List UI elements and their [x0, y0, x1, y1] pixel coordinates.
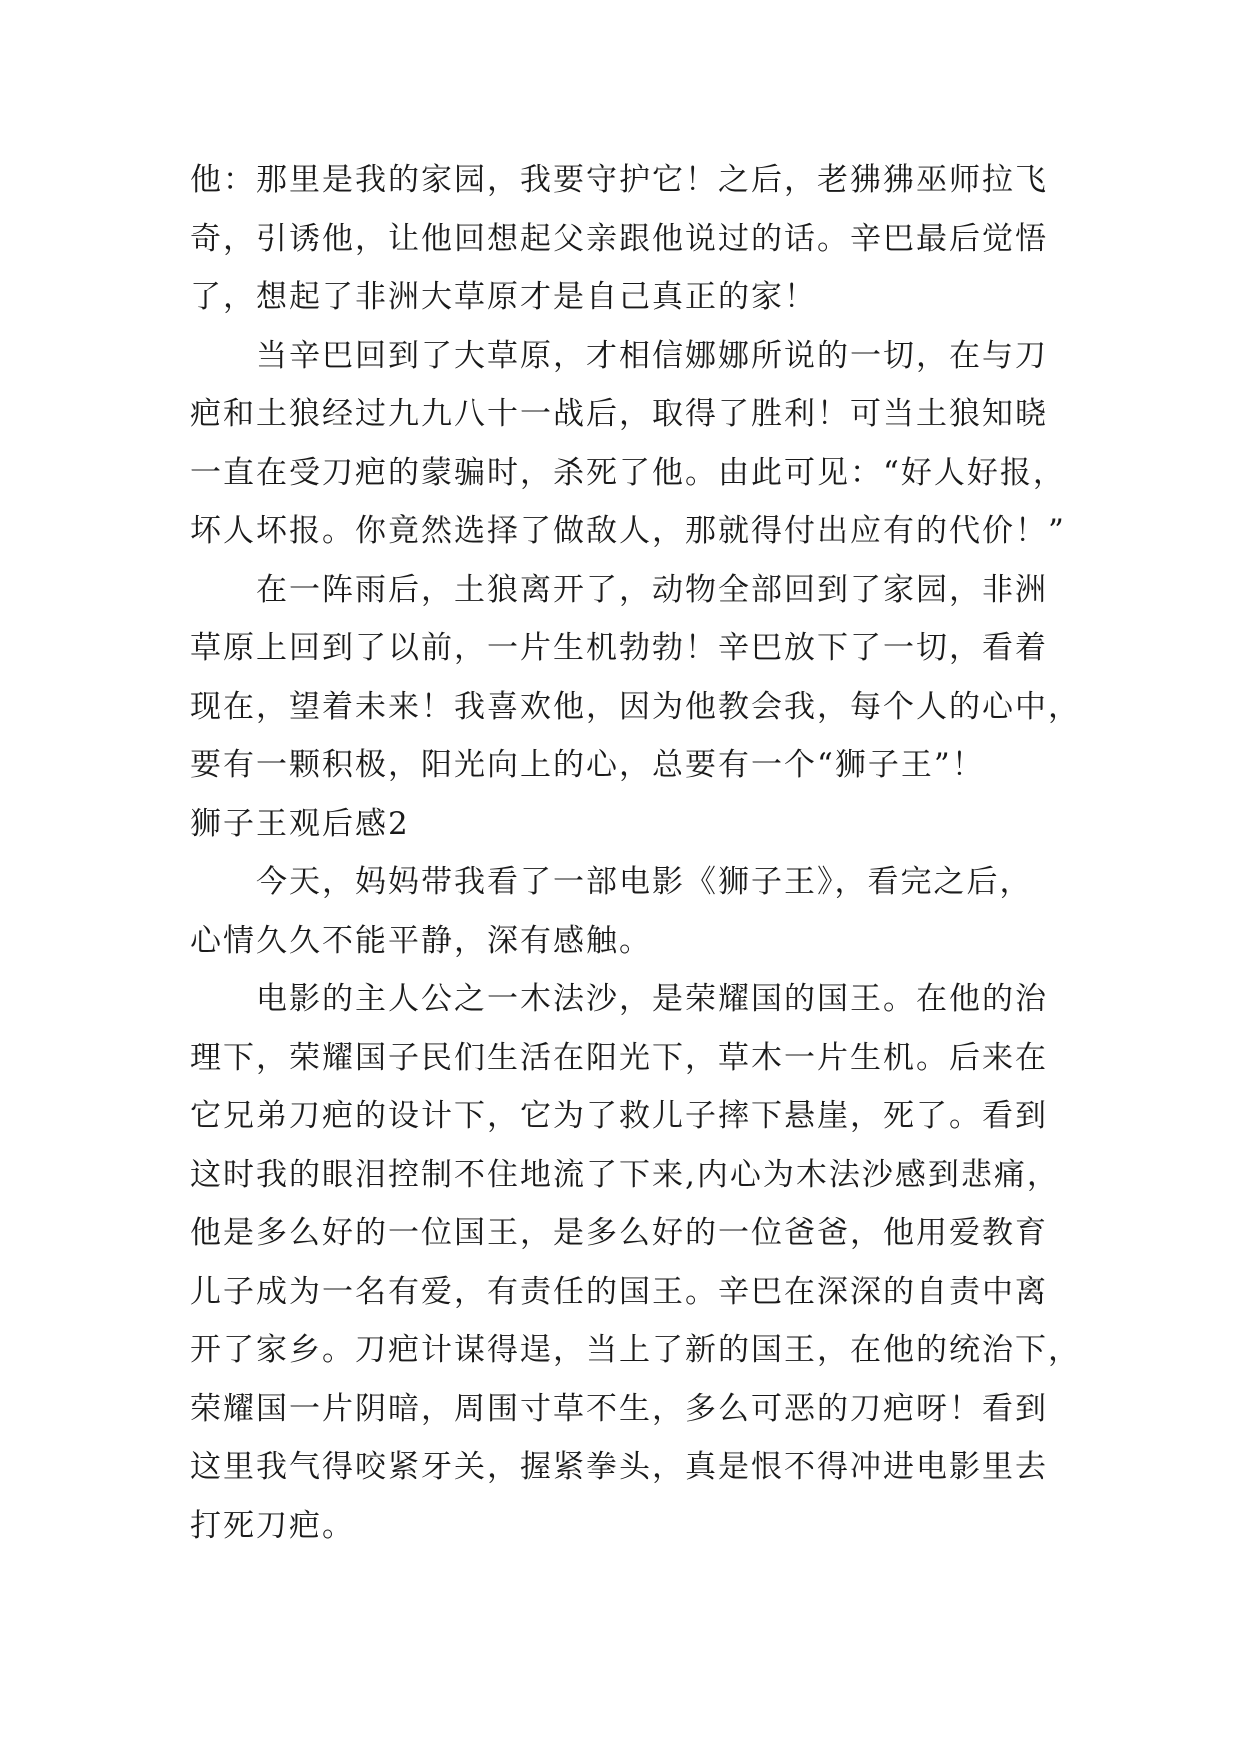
paragraph-line: 疤和土狼经过九九八十一战后，取得了胜利！可当土狼知晓 [190, 396, 1048, 433]
paragraph-line: 他是多么好的一位国王，是多么好的一位爸爸，他用爱教育 [190, 1215, 1048, 1252]
paragraph-line: 了，想起了非洲大草原才是自己真正的家！ [190, 279, 817, 316]
paragraph-line: 坏人坏报。你竟然选择了做敌人，那就得付出应有的代价！” [190, 513, 1066, 550]
paragraph-line: 心情久久不能平静，深有感触。 [190, 922, 652, 959]
paragraph-line: 荣耀国一片阴暗，周围寸草不生，多么可恶的刀疤呀！看到 [190, 1390, 1048, 1427]
section-title: 狮子王观后感2 [190, 805, 410, 842]
paragraph-line: 这时我的眼泪控制不住地流了下来,内心为木法沙感到悲痛， [190, 1156, 1060, 1193]
paragraph-line: 他：那里是我的家园，我要守护它！之后，老狒狒巫师拉飞 [190, 162, 1048, 198]
paragraph-line: 理下，荣耀国子民们生活在阳光下，草木一片生机。后来在 [190, 1039, 1048, 1076]
paragraph-first-line: 今天，妈妈带我看了一部电影《狮子王》，看完之后， [256, 864, 1033, 901]
paragraph-line: 开了家乡。刀疤计谋得逞，当上了新的国王，在他的统治下， [190, 1332, 1081, 1369]
paragraph-first-line: 当辛巴回到了大草原，才相信娜娜所说的一切，在与刀 [256, 337, 1048, 374]
paragraph-line: 要有一颗积极，阳光向上的心，总要有一个“狮子王”！ [190, 747, 985, 784]
paragraph-line: 奇，引诱他，让他回想起父亲跟他说过的话。辛巴最后觉悟 [190, 220, 1048, 257]
paragraph-line: 儿子成为一名有爱，有责任的国王。辛巴在深深的自责中离 [190, 1273, 1048, 1310]
paragraph-line: 打死刀疤。 [190, 1507, 355, 1544]
paragraph-line: 草原上回到了以前，一片生机勃勃！辛巴放下了一切，看着 [190, 630, 1048, 667]
paragraph-line: 它兄弟刀疤的设计下，它为了救儿子摔下悬崖，死了。看到 [190, 1098, 1048, 1135]
paragraph-line: 一直在受刀疤的蒙骗时，杀死了他。由此可见：“好人好报， [190, 454, 1066, 491]
paragraph-first-line: 电影的主人公之一木法沙，是荣耀国的国王。在他的治 [256, 981, 1048, 1018]
paragraph-first-line: 在一阵雨后，土狼离开了，动物全部回到了家园，非洲 [256, 571, 1048, 608]
paragraph-line: 这里我气得咬紧牙关，握紧拳头，真是恨不得冲进电影里去 [190, 1449, 1048, 1486]
paragraph-line: 现在，望着未来！我喜欢他，因为他教会我，每个人的心中， [190, 688, 1081, 725]
